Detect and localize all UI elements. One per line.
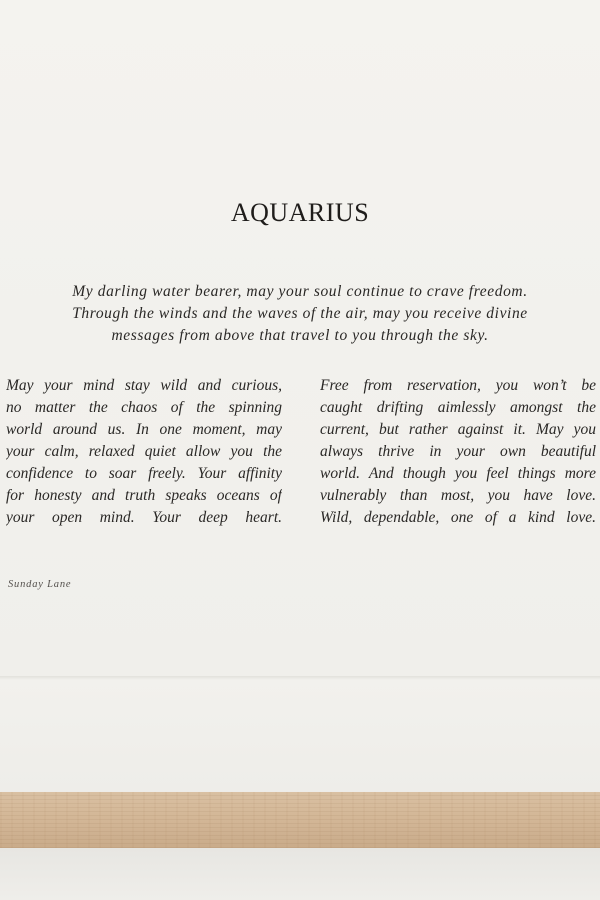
right-column [320,375,596,529]
intro-line: My darling water bearer, may your soul continue to crave freedom. [72,283,528,300]
left-column-line: world around us. In one moment, may [6,421,282,438]
right-column-line: current, but rather against it. May you [320,421,596,438]
wall-below [0,848,600,900]
right-column-line: caught drifting aimlessly amongst the [320,399,596,416]
left-column-line: your calm, relaxed quiet allow you the [6,443,282,460]
artist-credit: Sunday Lane [8,579,72,590]
right-column-line: vulnerably than most, you have love. [320,487,596,504]
frame-mat [0,680,600,792]
poem-title: AQUARIUS [230,198,370,227]
left-column-line: May your mind stay wild and curious, [6,377,282,394]
right-column-line: Free from reservation, you won’t be [320,377,596,394]
right-column-line: Wild, dependable, one of a kind love. [320,509,596,526]
left-column [6,375,282,529]
left-column-line: your open mind. Your deep heart. [6,509,282,526]
wooden-frame-rail [0,792,600,848]
poem-intro [40,281,560,347]
intro-line: messages from above that travel to you through the sky. [111,327,489,344]
right-column-line: always thrive in your own beautiful [320,443,596,460]
left-column-line: no matter the chaos of the spinning [6,399,282,416]
intro-line: Through the winds and the waves of the air, may you receive divine [72,305,528,322]
left-column-line: for honesty and truth speaks oceans of [6,487,282,504]
left-column-line: confidence to soar freely. Your affinity [6,465,282,482]
right-column-line: world. And though you feel things more [320,465,596,482]
